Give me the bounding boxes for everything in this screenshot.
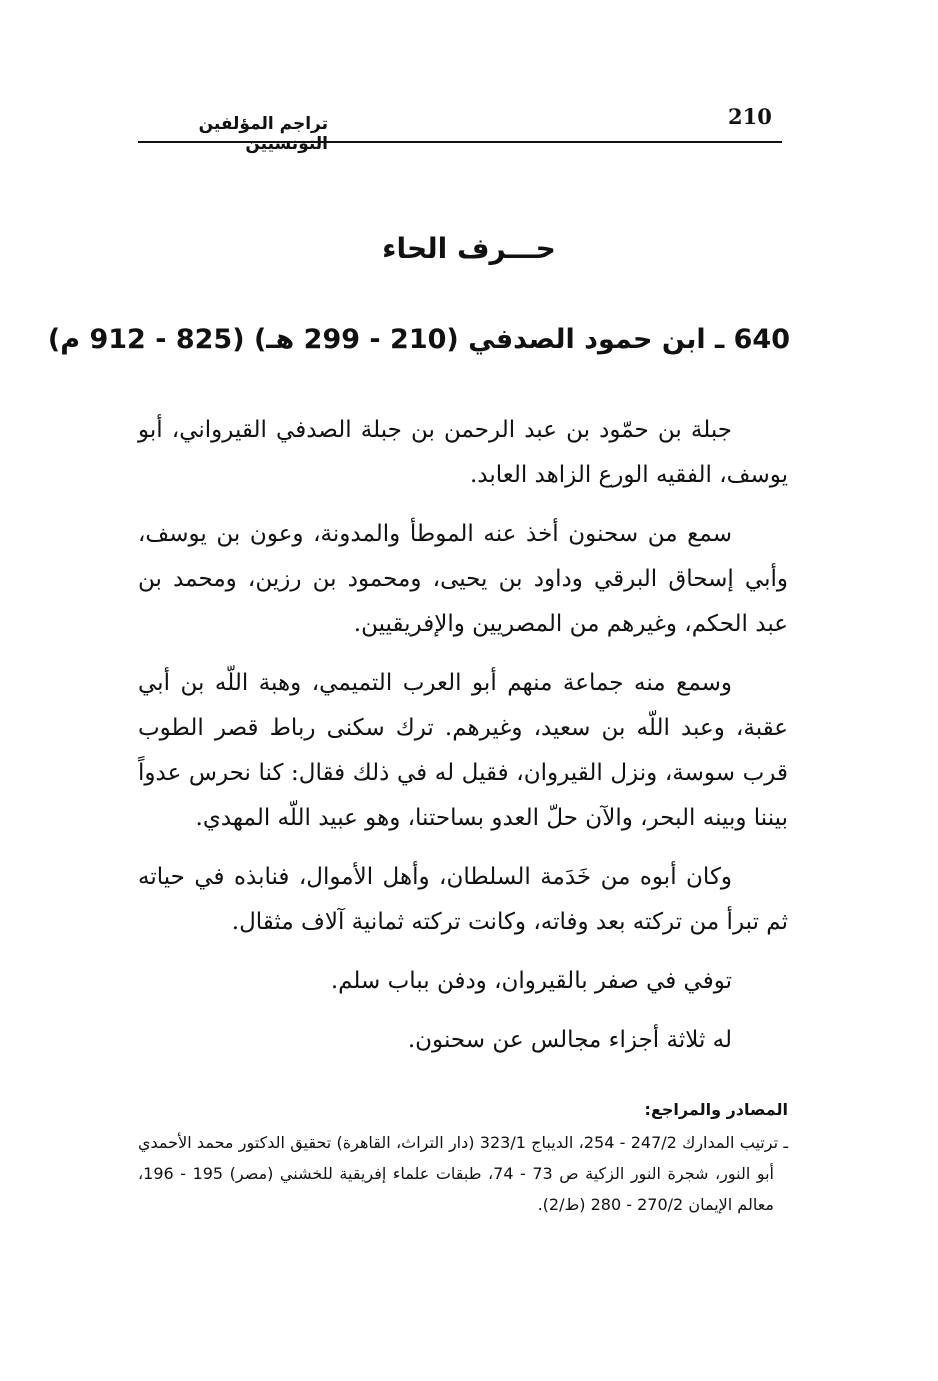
references-section [138,1094,788,1220]
paragraph-lineage: جبلة بن حمّود بن عبد الرحمن بن جبلة الصدفي القيرواني، أبو يوسف، الفقيه الورع الزاهد العابد. [138,417,788,488]
running-header-title: تراجم المؤلفين التونسيين [198,114,328,154]
paragraph-works: له ثلاثة أجزاء مجالس عن سحنون. [407,1027,732,1053]
paragraph-teachers: سمع من سحنون أخذ عنه الموطأ والمدونة، وعون بن يوسف، وأبي إسحاق البرقي وداود بن يحيى، ومحمود بن رزين، ومحمد بن عبد الحكم، وغيرهم من المصريين والإفريقيين. [138,521,788,637]
entry-heading: 640 ـ ابن حمود الصدفي (210 - 299 هـ) (825 - 912 م) [47,324,790,355]
references-title: المصادر والمراجع: [644,1100,788,1119]
section-heading: حـــرف الحاء [382,232,556,265]
page-number: 210 [728,104,772,129]
paragraph-father: وكان أبوه من خَدَمة السلطان، وأهل الأموال، فنابذه في حياته ثم تبرأ من تركته بعد وفاته، وكانت تركته ثمانية آلاف مثقال. [138,864,788,935]
paragraph-death: توفي في صفر بالقيروان، ودفن بباب سلم. [330,968,732,994]
references-text: ـ ترتيب المدارك 247/2 - 254، الديباج 323/1 (دار التراث، القاهرة) تحقيق الدكتور محمد الأحمدي أبو النور، شجرة النور الزكية ص 73 - 74، طبقات علماء إفريقية للخشني (مصر) 195 - 196، معالم الإيمان 270/2 - 280 (ط/2). [138,1133,789,1214]
paragraph-students: وسمع منه جماعة منهم أبو العرب التميمي، وهبة اللّه بن أبي عقبة، وعبد اللّه بن سعيد، وغيرهم. ترك سكنى رباط قصر الطوب قرب سوسة، ونزل القيروان، فقيل له في ذلك فقال: كنا نحرس عدواً بيننا وبينه البحر، والآن حلّ العدو بساحتنا، وهو عبيد اللّه المهدي. [138,670,788,831]
entry-body [138,408,788,1077]
header-rule [138,141,782,143]
